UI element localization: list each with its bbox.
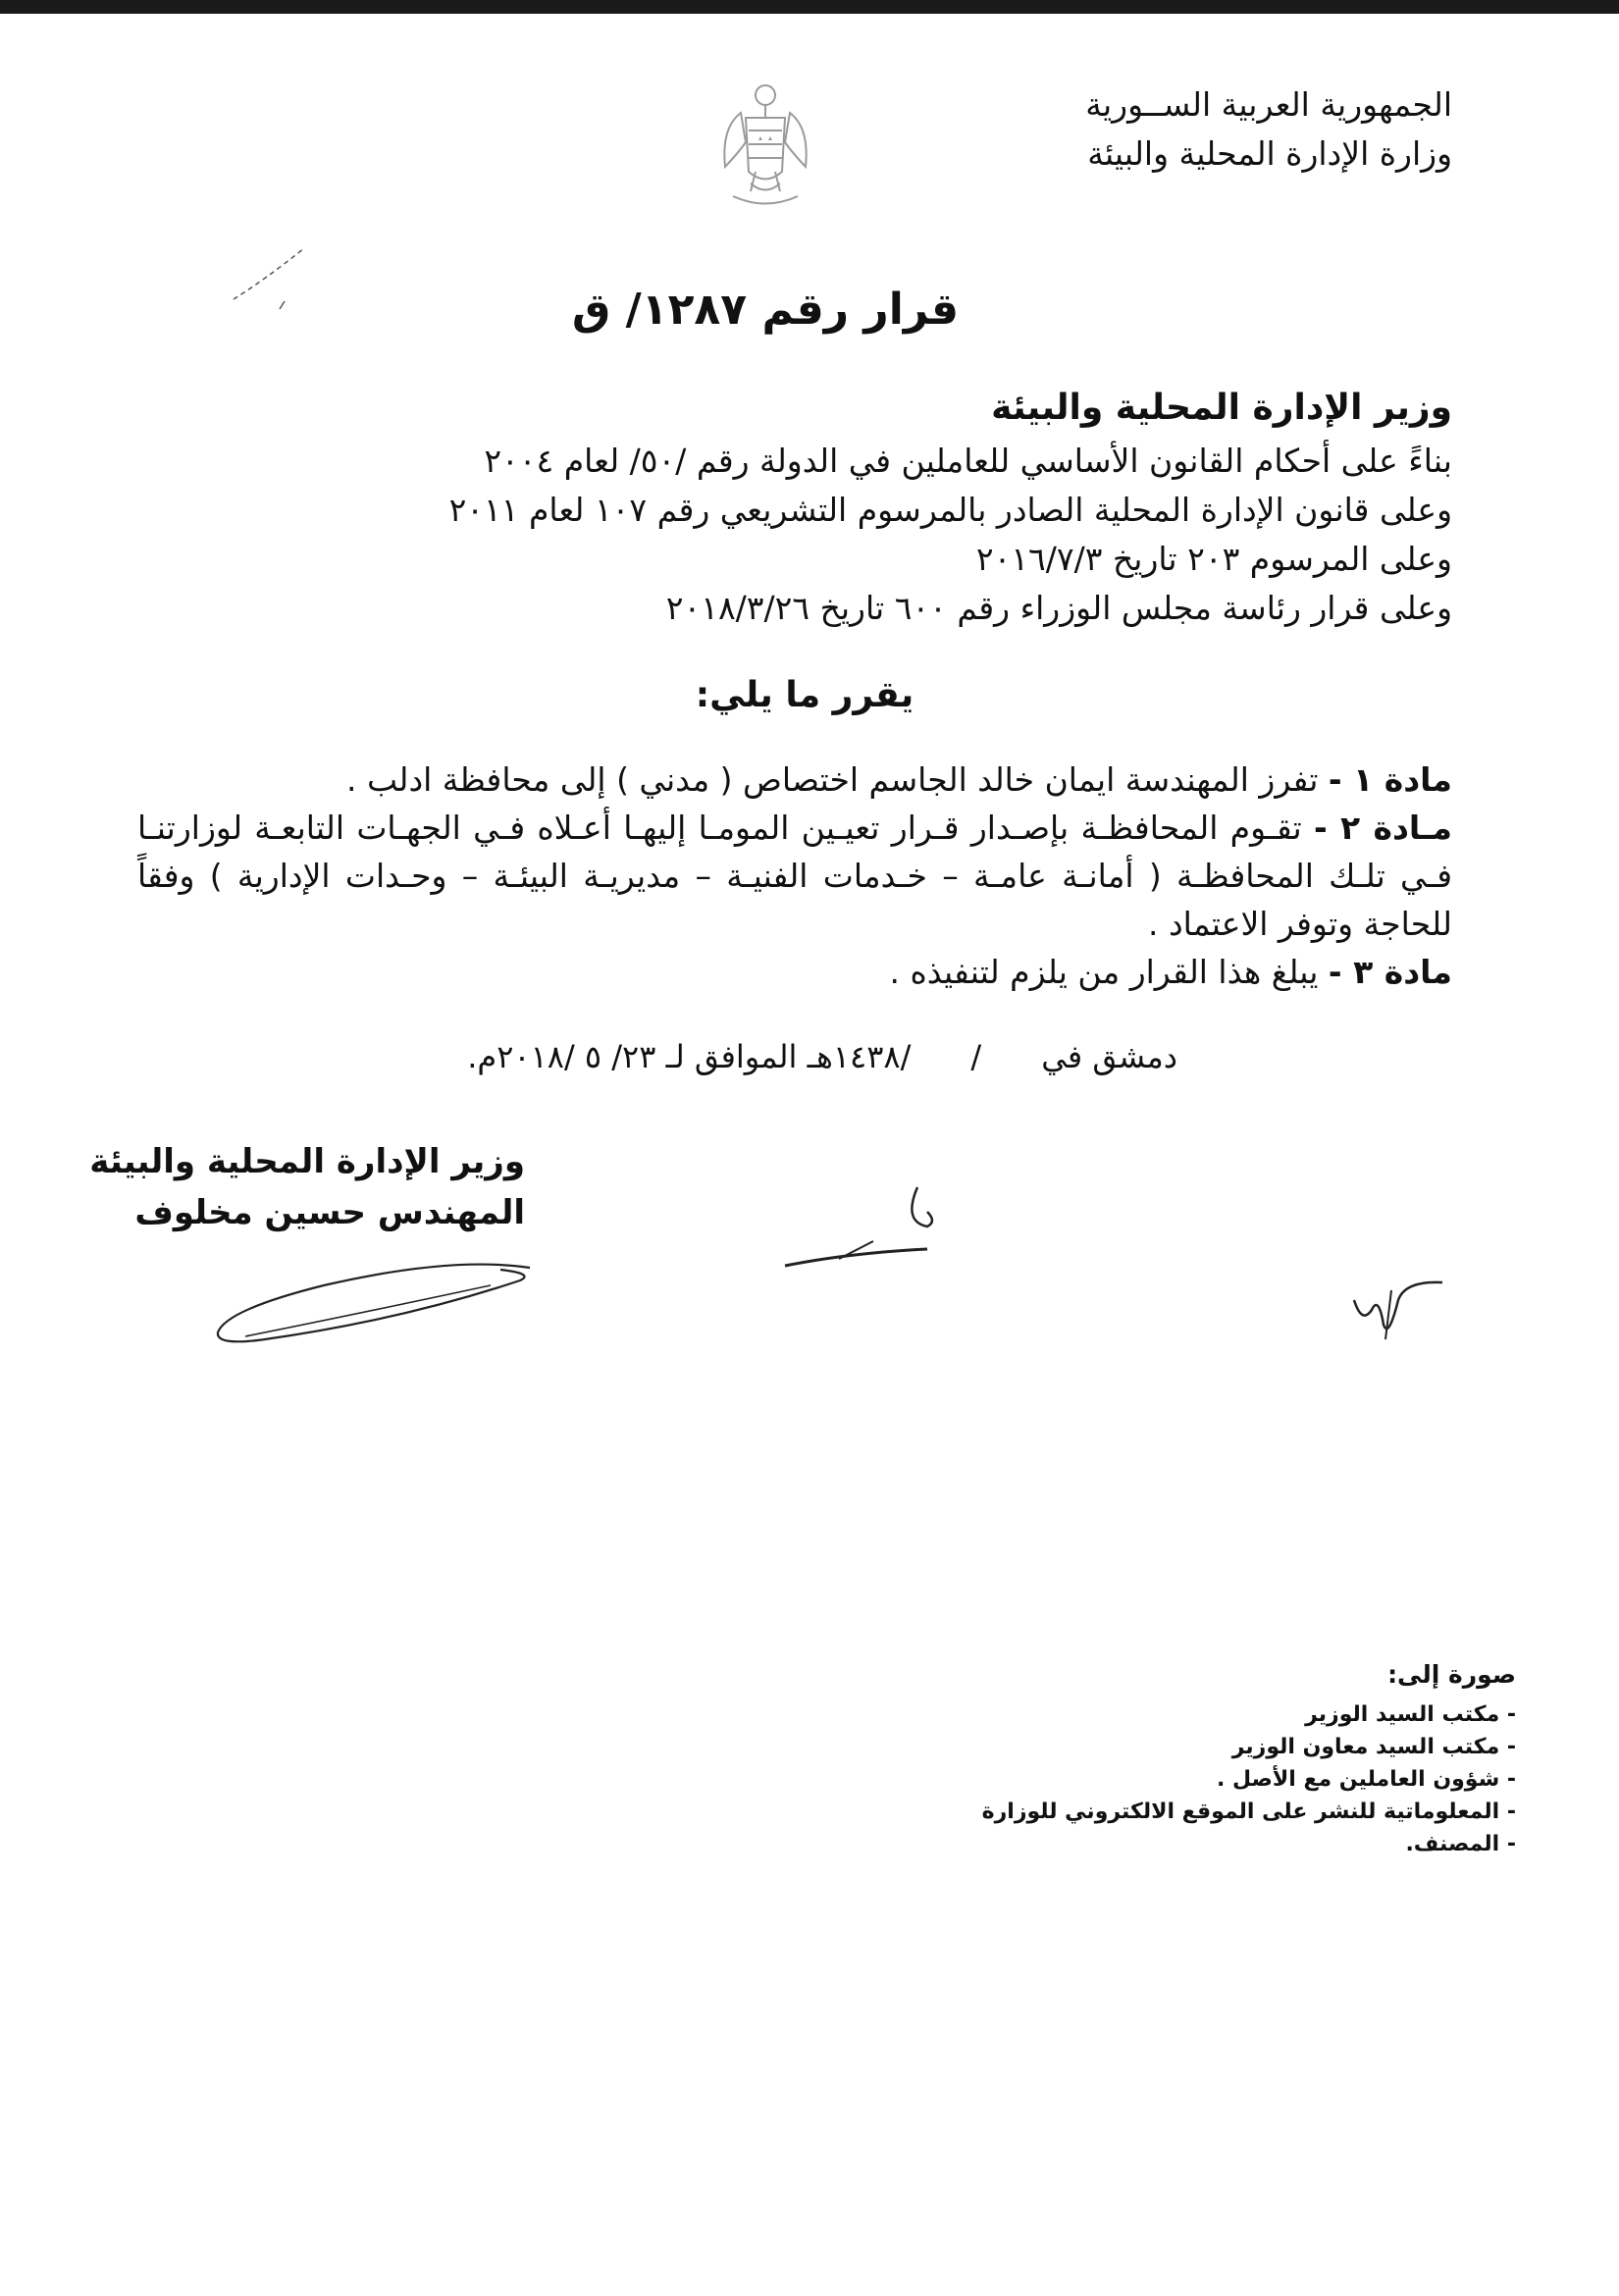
decides-heading: يقرر ما يلي: — [695, 675, 914, 715]
copies-list — [829, 1698, 1516, 1860]
letterhead-state: الجمهورية العربية الســورية — [1085, 85, 1452, 124]
signatory-title: وزير الإدارة المحلية والبيئة — [89, 1142, 525, 1181]
article-label: مادة ١ - — [1328, 760, 1452, 799]
article-text: تقـوم المحافظـة بإصـدار قـرار تعيـين المومـا إليهـا أعـلاه فـي الجهـات التابعـة لوزارتنـا فـي تلـك المحافظـة ( أمانـة عامـة – خـدمات الفنيـة – مديريـة البيئـة – وحـدات الإدارية ) وفقاً للحاجة وتوفر الاعتماد . — [137, 809, 1452, 943]
signatory-block — [74, 1136, 525, 1238]
copies-title: صورة إلى: — [1387, 1660, 1516, 1689]
article-text: تفرز المهندسة ايمان خالد الجاسم اختصاص ( مدني ) إلى محافظة ادلب . — [346, 760, 1329, 799]
copies-to — [829, 1658, 1516, 1860]
list-item: - شؤون العاملين مع الأصل . — [1217, 1767, 1516, 1792]
legal-basis — [177, 437, 1452, 633]
article-3 — [137, 948, 1452, 996]
basis-line: وعلى قانون الإدارة المحلية الصادر بالمرسوم التشريعي رقم ١٠٧ لعام ٢٠١١ — [448, 491, 1452, 529]
list-item: - مكتب السيد الوزير — [1305, 1702, 1516, 1727]
article-2 — [137, 804, 1452, 948]
letterhead-ministry: وزارة الإدارة المحلية والبيئة — [1087, 134, 1452, 173]
signature — [206, 1246, 540, 1354]
list-item: - المعلوماتية للنشر على الموقع الالكتروني للوزارة — [981, 1800, 1516, 1824]
basis-line: وعلى المرسوم ٢٠٣ تاريخ ٢٠١٦/٧/٣ — [975, 540, 1452, 578]
signature — [780, 1173, 957, 1280]
decree-title: قرار رقم ١٢٨٧/ ق — [571, 285, 960, 335]
signature — [226, 240, 314, 319]
list-item: - مكتب السيد معاون الوزير — [1231, 1735, 1516, 1759]
scan-edge — [0, 0, 1619, 14]
date-line: دمشق في / /١٤٣٨هـ الموافق لـ ٢٣/ ٥ /٢٠١٨م. — [467, 1038, 1177, 1075]
letterhead — [903, 80, 1452, 179]
basis-line: وعلى قرار رئاسة مجلس الوزراء رقم ٦٠٠ تاريخ ٢٠١٨/٣/٢٦ — [665, 589, 1452, 627]
minister-heading: وزير الإدارة المحلية والبيئة — [991, 388, 1452, 428]
signature — [1344, 1271, 1452, 1344]
articles — [137, 756, 1452, 996]
syrian-eagle-emblem-icon — [711, 74, 819, 221]
list-item: - المصنف. — [1405, 1832, 1516, 1856]
signatory-name: المهندس حسين مخلوف — [134, 1193, 525, 1232]
article-label: مـادة ٢ - — [1314, 809, 1452, 847]
article-1 — [137, 756, 1452, 804]
basis-line: بناءً على أحكام القانون الأساسي للعاملين في الدولة رقم /٥٠/ لعام ٢٠٠٤ — [484, 442, 1452, 480]
article-label: مادة ٣ - — [1328, 953, 1452, 991]
article-text: يبلغ هذا القرار من يلزم لتنفيذه . — [889, 953, 1329, 991]
